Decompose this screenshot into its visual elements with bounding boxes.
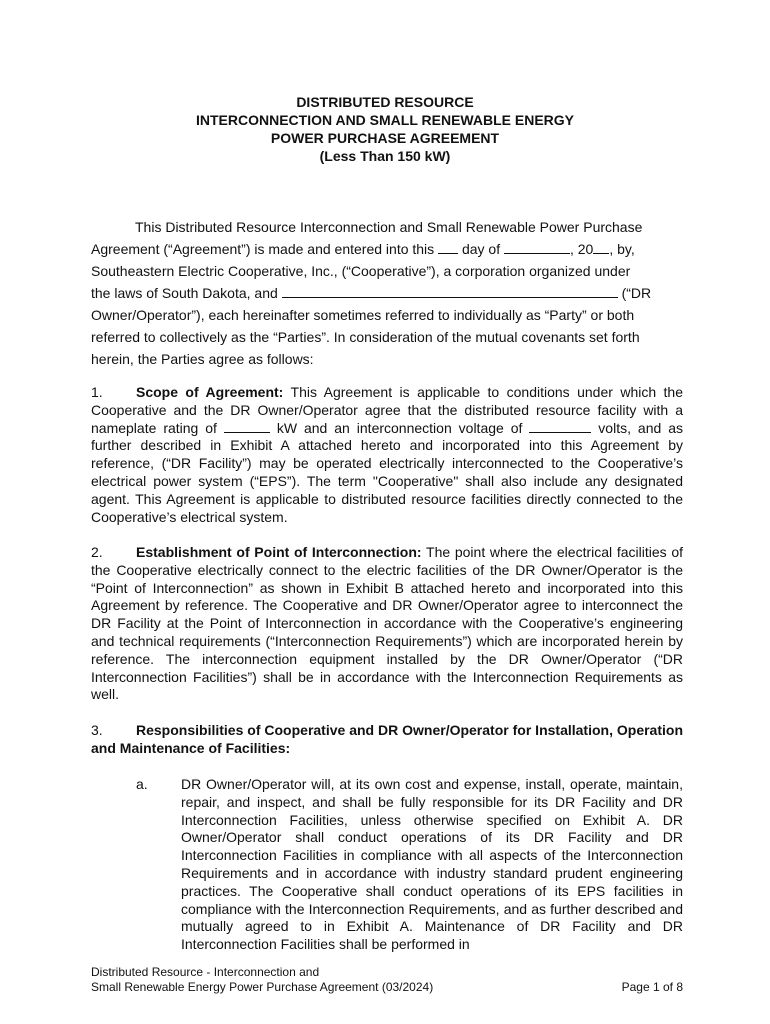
intro-line-4b: (“DR	[621, 285, 652, 301]
page-footer	[91, 965, 683, 995]
section-2-heading: Establishment of Point of Interconnection:	[136, 544, 422, 560]
title-line-3: POWER PURCHASE AGREEMENT	[270, 130, 500, 146]
month-blank	[504, 241, 570, 254]
intro-line-4a: the laws of South Dakota, and	[91, 285, 278, 301]
nameplate-rating-blank	[224, 420, 270, 433]
section-2-number: 2.	[91, 544, 103, 560]
section-3-heading: Responsibilities of Cooperative and DR Owner/Operator for Installation, Operation and Maintenance of Facilities:	[91, 722, 683, 756]
title-line-1: DISTRIBUTED RESOURCE	[296, 94, 474, 110]
section-1-text-b: kW and an interconnection voltage of	[276, 419, 523, 436]
item-a-text: DR Owner/Operator will, at its own cost and expense, install, operate, maintain, repair, and inspect, and shall be fully responsible for its DR Facility and DR Interconnection Facilities, unless otherwise specified on Exhibit A. DR Owner/Operator shall conduct operations of its DR Facility and DR Interconnection Facilities in compliance with all aspects of the Interconnection Requirements and in accordance with industry standard prudent engineering practices. The Cooperative shall conduct operations of its EPS facilities in compliance with the Interconnection Requirements, and as further described and mutually agreed to in Exhibit A. Maintenance of DR Facility and DR Interconnection Facilities shall be performed in	[181, 776, 683, 953]
owner-name-blank	[282, 285, 618, 298]
section-1-text-c: volts, and as further described in Exhibit A attached hereto and incorporated into this Agreement by reference, (“DR Facility”) may be operated electrically interconnected to the Cooperative’s electrical power system (“EPS”). The term "Cooperative" shall also include any designated agent. This Agreement is applicable to distributed resource facilities directly connected to the Cooperative’s electrical system.	[91, 419, 683, 525]
section-3-item-a	[91, 776, 683, 954]
intro-line-2d: , by,	[609, 241, 635, 257]
intro-line-6: referred to collectively as the “Parties”. In consideration of the mutual covenants set forth	[91, 329, 640, 345]
section-1	[91, 384, 683, 526]
section-1-text-a: This Agreement is applicable to conditions under which the Cooperative and the DR Owner/Operator agree that the distributed resource facility with a nameplate rating of	[91, 384, 684, 436]
intro-line-7: herein, the Parties agree as follows:	[91, 351, 314, 367]
intro-line-3: Southeastern Electric Cooperative, Inc., (“Cooperative”), a corporation organized under	[91, 263, 631, 279]
section-2-text: The point where the electrical facilities of the Cooperative electrically connect to the electric facilities of the DR Owner/Operator is the “Point of Interconnection” as shown in Exhibit B attached hereto and incorporated into this Agreement by reference. The Cooperative and DR Owner/Operator agree to interconnect the DR Facility at the Point of Interconnection in accordance with the Cooperative’s engineering and technical requirements (“Interconnection Requirements”) which are incorporated herein by reference. The interconnection equipment installed by the DR Owner/Operator (“DR Interconnection Facilities”) shall be in accordance with the Interconnection Requirements as well.	[91, 544, 684, 703]
day-blank	[438, 241, 458, 254]
intro-line-2c: , 20	[569, 241, 594, 257]
title-line-4: (Less Than 150 kW)	[319, 148, 451, 164]
section-3	[91, 722, 683, 758]
section-3-number: 3.	[91, 722, 103, 738]
year-blank	[593, 241, 609, 254]
footer-line-2: Small Renewable Energy Power Purchase Agreement (03/2024)	[91, 980, 434, 994]
item-a-label: a.	[136, 776, 148, 792]
intro-line-5: Owner/Operator”), each hereinafter sometimes referred to individually as “Party” or both	[91, 307, 635, 323]
intro-line-1: This Distributed Resource Interconnection and Small Renewable Power Purchase	[135, 219, 643, 235]
intro-line-2a: Agreement (“Agreement”) is made and entered into this	[91, 241, 435, 257]
footer-line-1: Distributed Resource - Interconnection and	[91, 965, 320, 979]
voltage-blank	[529, 420, 591, 433]
section-1-number: 1.	[91, 384, 103, 400]
page-number: Page 1 of 8	[621, 980, 683, 994]
title-line-2: INTERCONNECTION AND SMALL RENEWABLE ENERGY	[195, 112, 574, 128]
section-2	[91, 544, 683, 704]
section-1-heading: Scope of Agreement:	[136, 384, 284, 400]
intro-line-2b: day of	[461, 241, 501, 257]
